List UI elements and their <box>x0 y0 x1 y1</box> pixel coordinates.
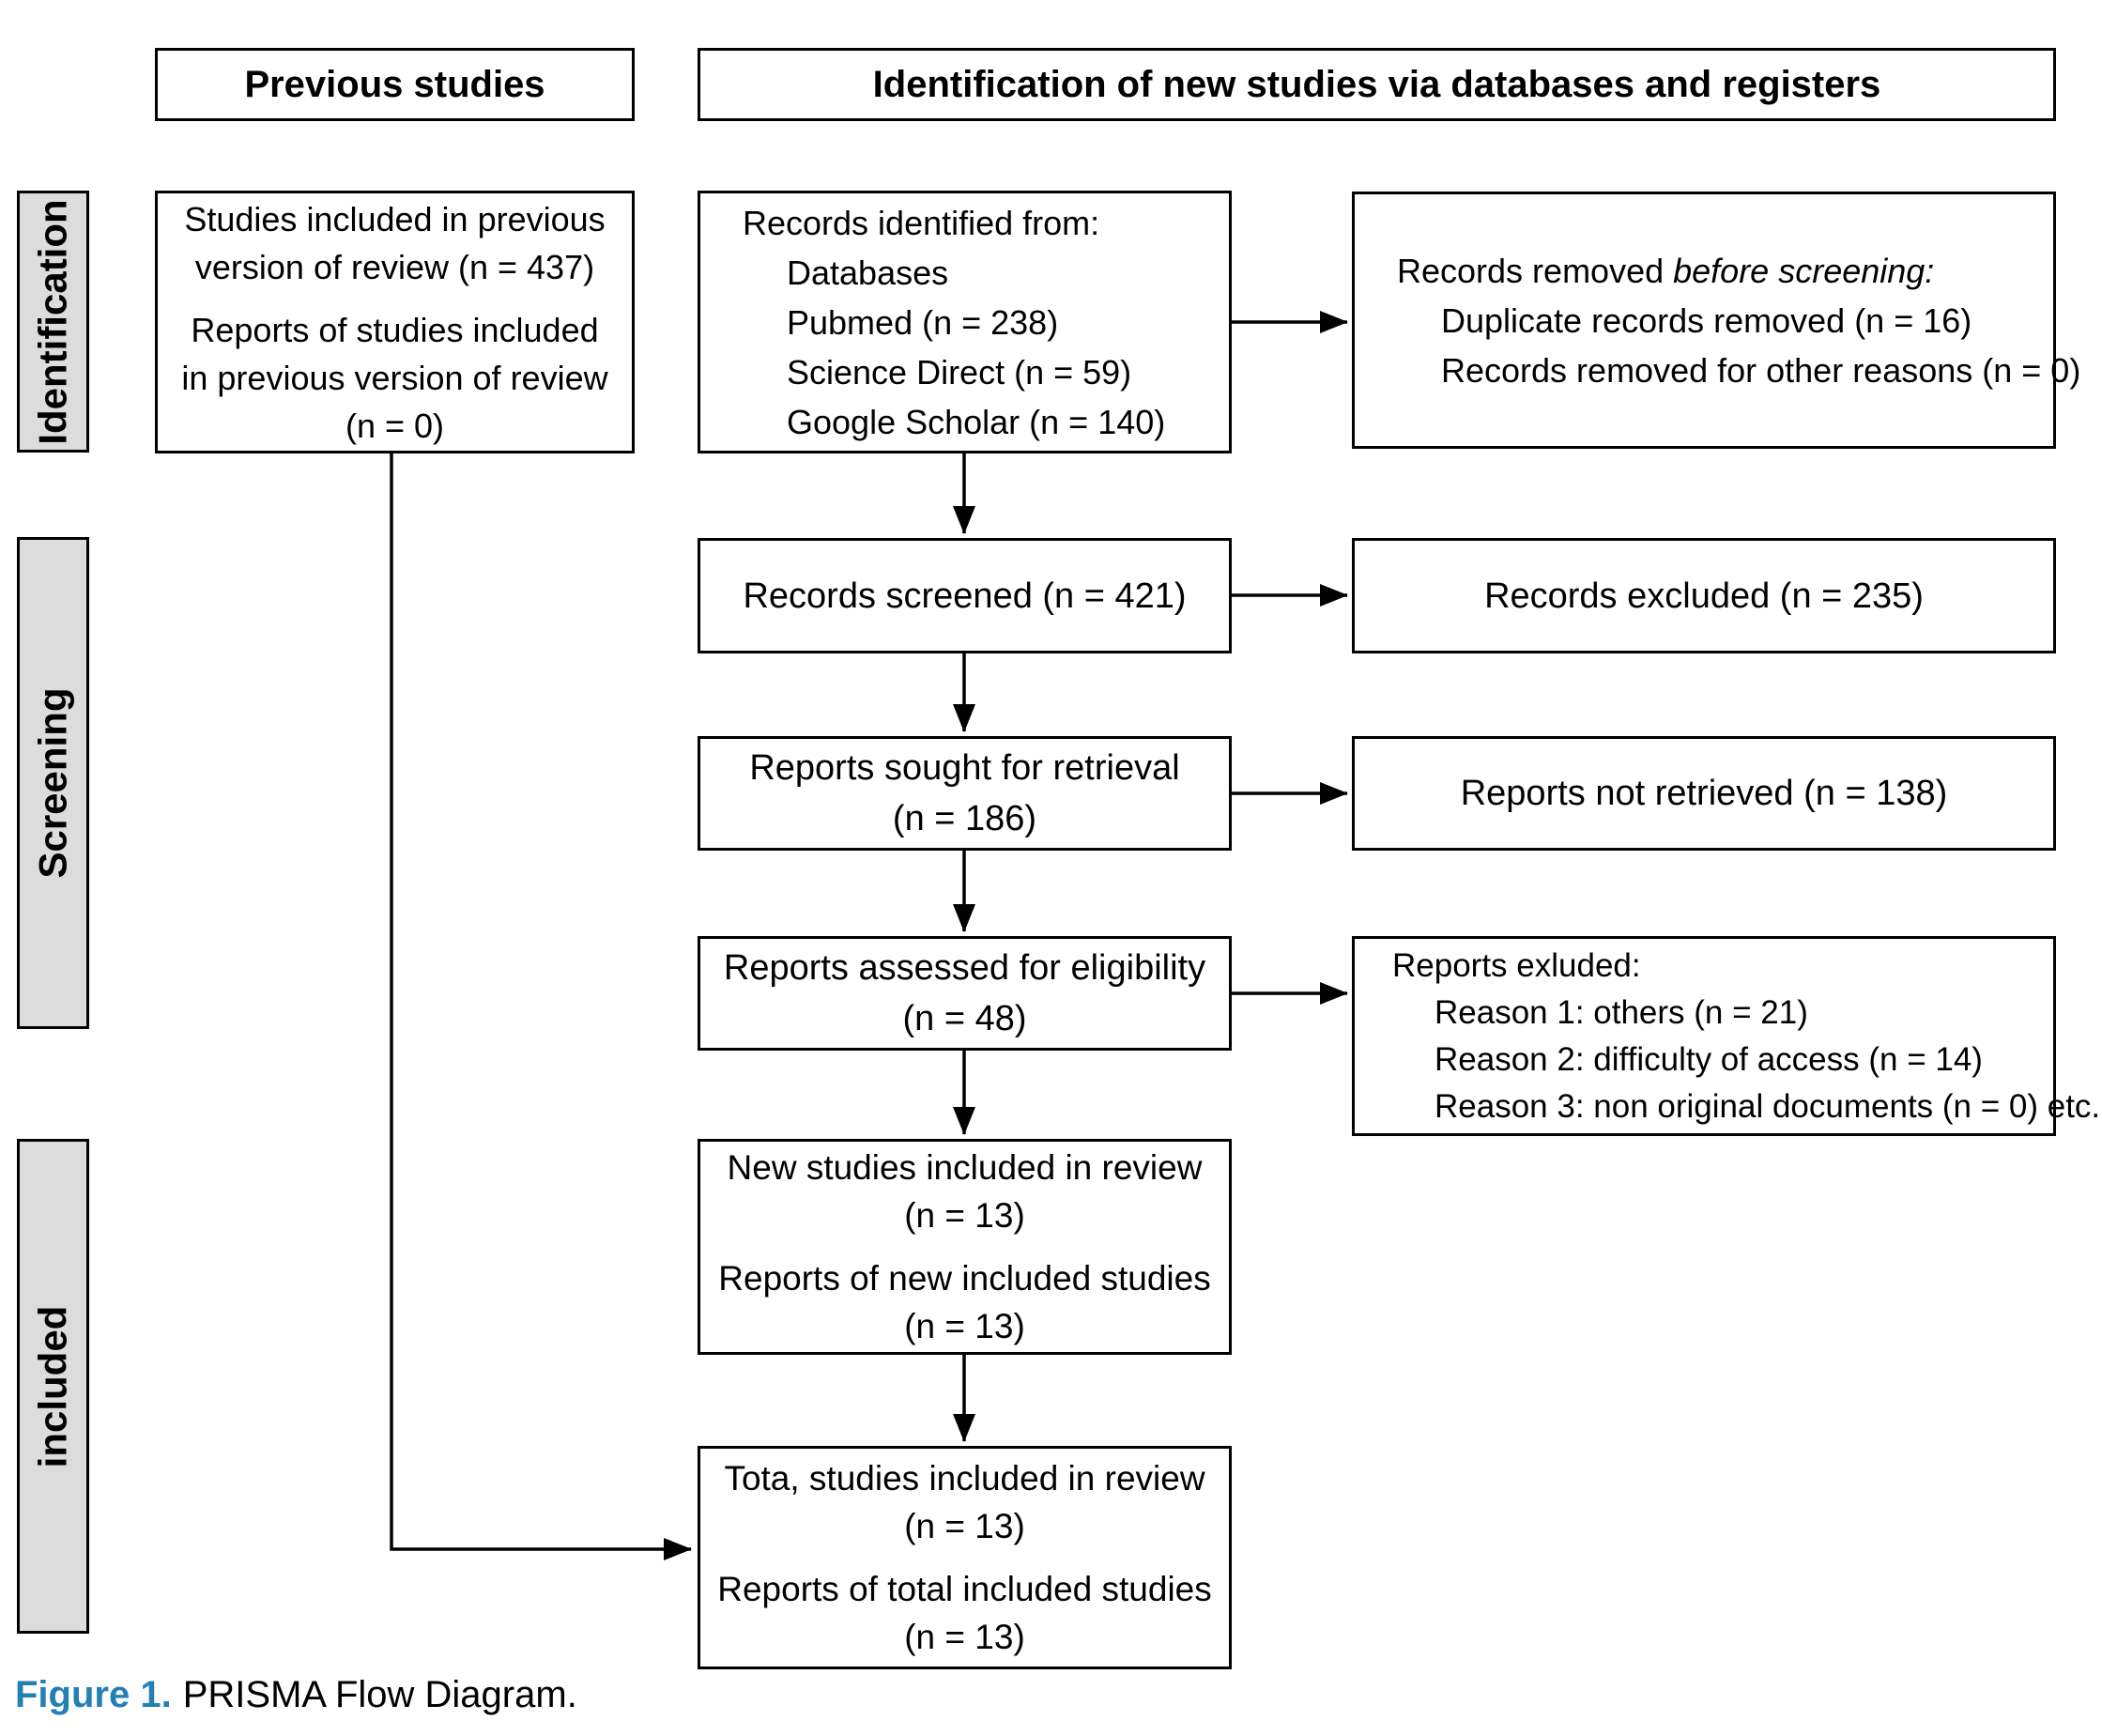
stage-bar-screening <box>17 537 89 1029</box>
text-line: Reports of total included studies <box>717 1570 1212 1608</box>
text-line: Science Direct (n = 59) <box>787 352 1132 392</box>
previous-included-group1 <box>158 195 632 291</box>
box-records-identified <box>698 191 1232 453</box>
records-identified-intro: Records identified from: <box>743 203 1100 242</box>
text-line: Reports assessed for eligibility <box>723 948 1206 988</box>
stage-bar-identification <box>17 191 89 453</box>
text-line: Google Scholar (n = 140) <box>787 402 1166 441</box>
text-line: Pubmed (n = 238) <box>787 302 1059 342</box>
text-line: Reports of studies included <box>191 310 599 349</box>
previous-included-group2 <box>158 306 632 450</box>
header-identification-new-studies <box>698 48 2056 121</box>
box-previous-included <box>155 191 635 453</box>
text-line: Reports not retrieved (n = 138) <box>1460 774 1948 813</box>
text-line: in previous version of review <box>181 358 608 397</box>
box-new-studies <box>698 1139 1232 1355</box>
text-segment-italic: before screening: <box>1673 251 1935 290</box>
text-line: version of review (n = 437) <box>194 247 595 286</box>
text-line: (n = 48) <box>902 999 1027 1038</box>
text-line: Databases <box>787 253 949 292</box>
box-records-screened <box>698 538 1232 653</box>
stage-label-included: included <box>30 1305 75 1467</box>
box-records-removed <box>1352 192 2081 449</box>
text-line: Records excluded (n = 235) <box>1484 576 1924 616</box>
box-reports-excluded <box>1352 936 2101 1136</box>
text-line: Reason 3: non original documents (n = 0) etc. <box>1435 1087 2101 1125</box>
text-segment: Records removed <box>1397 251 1674 290</box>
text-line: New studies included in review <box>727 1148 1203 1187</box>
text-line: (n = 13) <box>904 1618 1025 1656</box>
text-line: (n = 186) <box>892 799 1037 838</box>
text-line: Duplicate records removed (n = 16) <box>1441 300 1972 340</box>
text-line: Records removed for other reasons (n = 0) <box>1441 350 2081 390</box>
text-line: Reports sought for retrieval <box>749 748 1180 788</box>
text-line: Tota, studies included in review <box>724 1459 1205 1498</box>
figure-caption-text: PRISMA Flow Diagram. <box>182 1674 577 1715</box>
total-studies-group1 <box>700 1454 1229 1550</box>
records-removed-intro <box>1355 246 2053 296</box>
header-identification-label: Identification of new studies via databases and registers <box>872 63 1881 105</box>
figure-caption <box>15 1674 577 1716</box>
stage-label-identification: Identification <box>30 198 75 445</box>
header-previous-studies <box>155 48 635 121</box>
box-reports-assessed <box>698 936 1232 1051</box>
new-studies-group2 <box>700 1254 1229 1350</box>
text-line: (n = 13) <box>904 1507 1025 1545</box>
figure-caption-label: Figure 1. <box>15 1674 172 1715</box>
box-reports-sought <box>698 736 1232 851</box>
text-line: Reports of new included studies <box>718 1259 1211 1298</box>
text-line: Studies included in previous <box>184 199 606 238</box>
text-line: (n = 13) <box>904 1307 1025 1345</box>
new-studies-group1 <box>700 1144 1229 1239</box>
stage-bar-included <box>17 1139 89 1634</box>
stage-label-screening: Screening <box>30 687 75 879</box>
text-line: Records screened (n = 421) <box>743 576 1187 616</box>
box-reports-not-retrieved <box>1352 736 2056 851</box>
text-line: (n = 13) <box>904 1196 1025 1235</box>
reports-excluded-intro: Reports exluded: <box>1392 946 1641 984</box>
text-line: Reason 1: others (n = 21) <box>1435 993 1808 1031</box>
box-records-excluded <box>1352 538 2056 653</box>
total-studies-group2 <box>700 1565 1229 1661</box>
header-previous-studies-label: Previous studies <box>244 63 545 105</box>
box-total-studies <box>698 1446 1232 1669</box>
text-line: (n = 0) <box>345 406 445 445</box>
text-line: Reason 2: difficulty of access (n = 14) <box>1435 1040 1983 1078</box>
arrow-previous-to-total <box>391 453 691 1549</box>
